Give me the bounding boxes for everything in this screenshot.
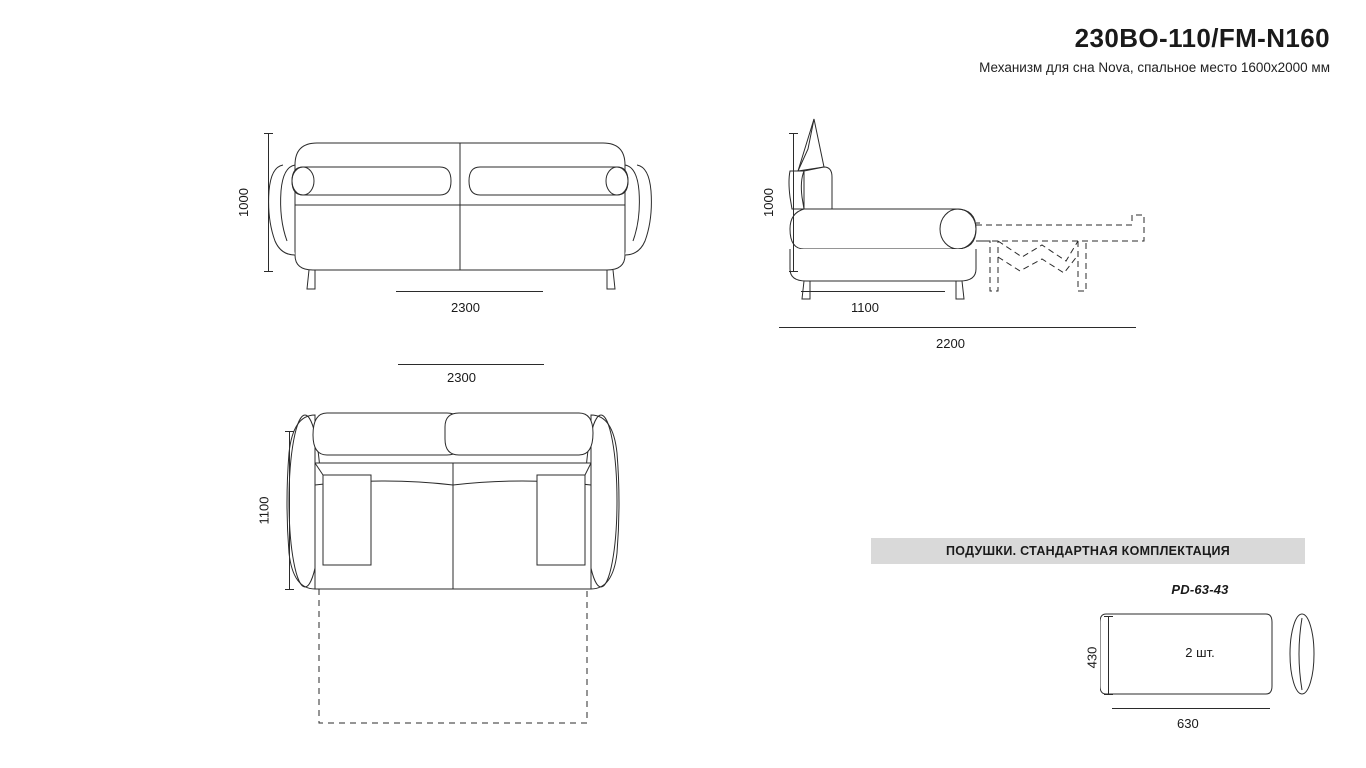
top-width-label: 2300	[447, 370, 476, 385]
front-width-label: 2300	[451, 300, 480, 315]
side-depth-dim-line	[801, 291, 945, 292]
pillow-width-label: 630	[1177, 716, 1199, 731]
page-subtitle: Механизм для сна Nova, спальное место 1600х2000 мм	[979, 59, 1330, 75]
pillows-banner-label: ПОДУШКИ. СТАНДАРТНАЯ КОМПЛЕКТАЦИЯ	[945, 544, 1231, 558]
front-height-dim-line	[268, 133, 269, 271]
side-height-dim-line	[793, 133, 794, 271]
side-depth-label: 1100	[851, 300, 879, 315]
header	[979, 24, 1330, 75]
top-depth-label: 1100	[256, 496, 272, 525]
page-title: 230BO-110/FM-N160	[1074, 23, 1330, 53]
side-unfolded-dim-line	[779, 327, 1136, 328]
top-view-drawing	[275, 393, 675, 733]
pillow-height-label: 430	[1084, 646, 1100, 669]
top-depth-tick-top	[285, 431, 294, 432]
side-view-drawing	[780, 105, 1170, 305]
side-unfolded-label: 2200	[936, 336, 965, 351]
front-view-drawing	[255, 105, 685, 305]
front-height-tick-bottom	[264, 271, 273, 272]
pillow-quantity-label: 2 шт.	[1185, 645, 1215, 660]
front-height-tick-top	[264, 133, 273, 134]
top-width-dim-line	[398, 364, 544, 365]
pillow-code-label: PD-63-43	[1171, 582, 1229, 597]
front-width-dim-line	[396, 291, 543, 292]
pillow-width-dim-line	[1112, 708, 1270, 709]
pillow-height-tick-top	[1104, 616, 1113, 617]
front-height-label: 1000	[235, 188, 251, 217]
top-depth-dim-line	[289, 431, 290, 589]
pillow-height-dim-line	[1108, 616, 1109, 694]
top-depth-tick-bottom	[285, 589, 294, 590]
side-height-tick-top	[789, 133, 798, 134]
side-height-label: 1000	[760, 188, 776, 217]
pillow-height-tick-bottom	[1104, 694, 1113, 695]
pillows-banner	[871, 538, 1305, 564]
side-height-tick-bottom	[789, 271, 798, 272]
